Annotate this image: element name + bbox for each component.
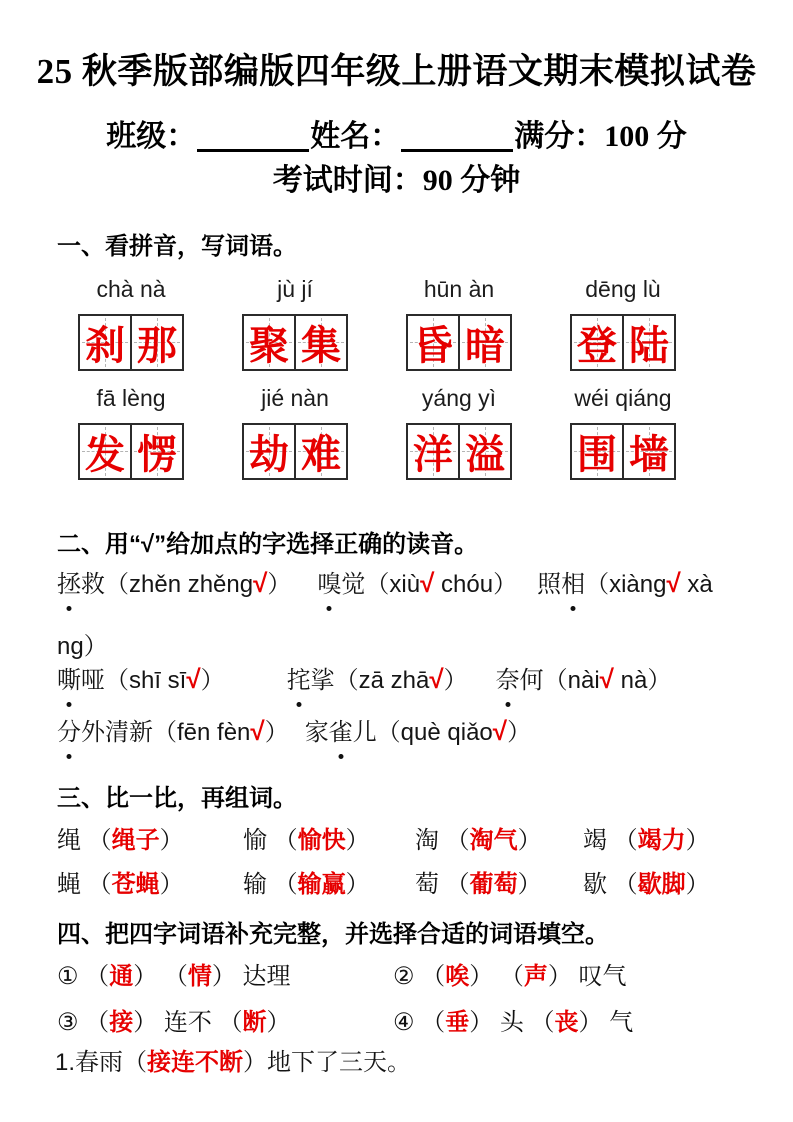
answer-char: 围 bbox=[577, 432, 617, 477]
section3-word-building bbox=[0, 826, 793, 900]
answer-char: 墙 bbox=[629, 432, 669, 477]
pinyin-label: jié nàn bbox=[261, 384, 329, 411]
pinyin-label: wéi qiáng bbox=[574, 384, 672, 411]
text-run: 哑（shī sī bbox=[81, 666, 187, 694]
word-building-item bbox=[583, 870, 793, 900]
text-run: 挲（zā zhā bbox=[310, 666, 430, 694]
answer-char: 登 bbox=[577, 323, 617, 368]
answer-char: 劫 bbox=[249, 432, 289, 477]
writing-grid-cell bbox=[408, 316, 458, 369]
text-gap bbox=[291, 591, 317, 592]
answer-char: 刹 bbox=[85, 323, 125, 368]
checkmark: √ bbox=[420, 567, 435, 598]
name-label: 姓名： bbox=[310, 119, 401, 153]
writing-grid-cell bbox=[622, 425, 674, 478]
idiom-item bbox=[57, 1008, 393, 1038]
class-label: 班级： bbox=[106, 119, 197, 153]
writing-grid-cell bbox=[294, 316, 346, 369]
answer-char: 集 bbox=[301, 323, 341, 368]
writing-grid-cell bbox=[622, 316, 674, 369]
answer-char: 发 bbox=[85, 432, 125, 477]
exam-info-line bbox=[0, 116, 793, 158]
answer-char: 陆 bbox=[629, 323, 669, 368]
writing-grid-cell bbox=[294, 425, 346, 478]
word-building-item bbox=[583, 826, 793, 856]
answer-char: 难 bbox=[301, 432, 341, 477]
pinyin-label: chà nà bbox=[96, 275, 166, 302]
section2-pronunciation bbox=[0, 568, 793, 748]
word-building-row bbox=[0, 826, 793, 856]
answer-box bbox=[406, 314, 512, 371]
dotted-char: 雀 bbox=[328, 718, 353, 746]
text-run: ） bbox=[264, 718, 289, 746]
text-run: ） bbox=[517, 870, 542, 898]
text-run: ） bbox=[507, 718, 532, 746]
answer-text: 竭力 bbox=[637, 826, 686, 854]
section1-heading: 一、看拼音，写词语。 bbox=[57, 232, 297, 260]
section2-heading: 二、用“√”给加点的字选择正确的读音。 bbox=[57, 530, 479, 558]
text-run: （xiàng bbox=[585, 570, 667, 598]
text-run: ） bbox=[159, 826, 184, 854]
answer-char: 那 bbox=[137, 323, 177, 368]
writing-grid-cell bbox=[244, 316, 294, 369]
text-run: ） 连不 （ bbox=[133, 1008, 243, 1036]
writing-grid-cell bbox=[572, 316, 622, 369]
answer-text: 通 bbox=[109, 962, 134, 990]
answer-text: 愉快 bbox=[297, 826, 346, 854]
answer-char: 洋 bbox=[413, 432, 453, 477]
writing-grid-cell bbox=[130, 425, 182, 478]
writing-grid-cell bbox=[408, 425, 458, 478]
text-run: 竭 （ bbox=[583, 826, 638, 854]
idiom-item bbox=[393, 962, 793, 992]
checkmark: √ bbox=[599, 663, 614, 694]
answer-text: 输赢 bbox=[297, 870, 346, 898]
answer-box bbox=[242, 314, 348, 371]
answer-text: 接连不断 bbox=[147, 1048, 244, 1076]
pinyin-label: hūn àn bbox=[423, 275, 495, 302]
text-gap bbox=[289, 739, 305, 740]
text-run: ）地下了三天。 bbox=[243, 1048, 412, 1076]
answer-box bbox=[242, 423, 348, 480]
text-run: ） 头 （ bbox=[469, 1008, 555, 1036]
pronunciation-line bbox=[0, 664, 793, 696]
word-building-item bbox=[57, 870, 243, 900]
answer-text: 绳子 bbox=[111, 826, 160, 854]
text-run: ） 叹气 bbox=[547, 962, 627, 990]
checkmark: √ bbox=[492, 715, 508, 746]
answer-box bbox=[570, 314, 676, 371]
text-run: ） 达理 bbox=[211, 962, 291, 990]
answer-box bbox=[78, 423, 184, 480]
text-run: 输 （ bbox=[243, 870, 298, 898]
section1-pinyin-words bbox=[0, 274, 793, 480]
text-run: ④ （ bbox=[393, 1008, 446, 1036]
answer-char: 暗 bbox=[465, 323, 505, 368]
text-run: 儿（què qiǎo bbox=[352, 718, 493, 746]
text-run: ） bbox=[517, 826, 542, 854]
answer-text: 歇脚 bbox=[637, 870, 686, 898]
writing-grid-cell bbox=[458, 316, 510, 369]
text-run: 1.春雨（ bbox=[55, 1048, 148, 1076]
pinyin-row bbox=[0, 274, 793, 304]
section4-idioms bbox=[0, 962, 793, 1038]
name-blank-field bbox=[401, 119, 513, 152]
text-run: 淘 （ bbox=[415, 826, 470, 854]
text-run: ） bbox=[200, 666, 225, 694]
text-run: ） bbox=[345, 870, 370, 898]
pinyin-row bbox=[0, 383, 793, 413]
writing-grid-cell bbox=[80, 425, 130, 478]
word-building-item bbox=[243, 870, 415, 900]
text-run: ） （ bbox=[469, 962, 524, 990]
text-run: ② （ bbox=[393, 962, 446, 990]
pronunciation-line bbox=[0, 716, 793, 748]
text-run: ） 气 bbox=[578, 1008, 634, 1036]
writing-grid-cell bbox=[130, 316, 182, 369]
text-run: 绳 （ bbox=[57, 826, 112, 854]
text-run: 外清新（fēn fèn bbox=[81, 718, 251, 746]
checkmark: √ bbox=[250, 715, 265, 746]
text-run: 蝇 （ bbox=[57, 870, 112, 898]
dotted-char: 挓 bbox=[286, 666, 311, 694]
idiom-item bbox=[57, 962, 393, 992]
answer-text: 苍蝇 bbox=[111, 870, 160, 898]
text-run: 愉 （ bbox=[243, 826, 298, 854]
dotted-char: 奈 bbox=[495, 666, 520, 694]
section4-heading: 四、把四字词语补充完整，并选择合适的词语填空。 bbox=[57, 920, 609, 948]
answer-text: 垂 bbox=[445, 1008, 470, 1036]
text-run: 觉（xiù bbox=[341, 570, 421, 598]
text-gap bbox=[468, 687, 496, 688]
text-run: ① （ bbox=[57, 962, 110, 990]
text-run: nà） bbox=[613, 666, 672, 694]
class-blank-field bbox=[197, 119, 309, 152]
writing-grid-cell bbox=[458, 425, 510, 478]
pinyin-label: yáng yì bbox=[421, 384, 497, 411]
text-gap bbox=[225, 687, 287, 688]
text-run: 救（zhěn zhěng bbox=[81, 570, 254, 598]
word-building-item bbox=[415, 870, 583, 900]
pronunciation-line bbox=[0, 568, 793, 600]
section3-heading: 三、比一比，再组词。 bbox=[57, 784, 297, 812]
text-run: xà bbox=[680, 570, 713, 598]
score-label: 满分：100 分 bbox=[514, 119, 687, 153]
dotted-char: 分 bbox=[57, 718, 81, 746]
text-run: ） bbox=[685, 826, 710, 854]
word-building-row bbox=[0, 870, 793, 900]
answer-text: 断 bbox=[242, 1008, 267, 1036]
word-building-item bbox=[57, 826, 243, 856]
answer-box bbox=[406, 423, 512, 480]
answer-text: 葡萄 bbox=[469, 870, 518, 898]
section4-fill-sentence bbox=[0, 1048, 793, 1078]
writing-grid-cell bbox=[80, 316, 130, 369]
text-run: ③ （ bbox=[57, 1008, 110, 1036]
answer-char: 愣 bbox=[137, 432, 177, 477]
text-run: 照 bbox=[537, 570, 562, 598]
answer-char: 聚 bbox=[249, 323, 289, 368]
idiom-item bbox=[393, 1008, 793, 1038]
answer-text: 丧 bbox=[554, 1008, 579, 1036]
text-run: 萄 （ bbox=[415, 870, 470, 898]
checkmark: √ bbox=[253, 567, 268, 598]
answer-text: 声 bbox=[523, 962, 548, 990]
text-run: 何（nài bbox=[519, 666, 600, 694]
answer-text: 情 bbox=[187, 962, 212, 990]
text-run: ） （ bbox=[133, 962, 188, 990]
exam-time-label: 考试时间：90 分钟 bbox=[272, 163, 521, 197]
pronunciation-line bbox=[0, 632, 793, 662]
page-title: 25 秋季版部编版四年级上册语文期末模拟试卷 bbox=[36, 52, 757, 91]
text-run: 歇 （ bbox=[583, 870, 638, 898]
text-run: ） bbox=[685, 870, 710, 898]
pinyin-label: jù jí bbox=[277, 275, 313, 302]
writing-grid-cell bbox=[572, 425, 622, 478]
text-run: ） bbox=[267, 570, 292, 598]
text-run: chóu） bbox=[434, 570, 518, 598]
text-run: ） bbox=[266, 1008, 291, 1036]
text-run: ） bbox=[443, 666, 468, 694]
checkmark: √ bbox=[186, 663, 201, 694]
answer-text: 唉 bbox=[445, 962, 470, 990]
answer-box bbox=[570, 423, 676, 480]
dotted-char: 相 bbox=[561, 570, 586, 598]
answer-box-row bbox=[0, 314, 793, 371]
answer-box-row bbox=[0, 423, 793, 480]
answer-char: 溢 bbox=[465, 432, 505, 477]
answer-char: 昏 bbox=[413, 323, 453, 368]
dotted-char: 嘶 bbox=[57, 666, 81, 694]
word-building-item bbox=[415, 826, 583, 856]
text-run: ng） bbox=[57, 632, 108, 660]
text-run: ） bbox=[345, 826, 370, 854]
pinyin-label: fā lèng bbox=[96, 384, 166, 411]
answer-box bbox=[78, 314, 184, 371]
dotted-char: 嗅 bbox=[317, 570, 342, 598]
word-building-item bbox=[243, 826, 415, 856]
text-gap bbox=[517, 591, 537, 592]
writing-grid-cell bbox=[244, 425, 294, 478]
answer-text: 淘气 bbox=[469, 826, 518, 854]
checkmark: √ bbox=[429, 663, 444, 694]
text-run: ） bbox=[159, 870, 184, 898]
dotted-char: 拯 bbox=[57, 570, 81, 598]
text-run: 家 bbox=[304, 718, 329, 746]
answer-text: 接 bbox=[109, 1008, 134, 1036]
pinyin-label: dēng lù bbox=[585, 275, 661, 302]
checkmark: √ bbox=[666, 567, 681, 598]
